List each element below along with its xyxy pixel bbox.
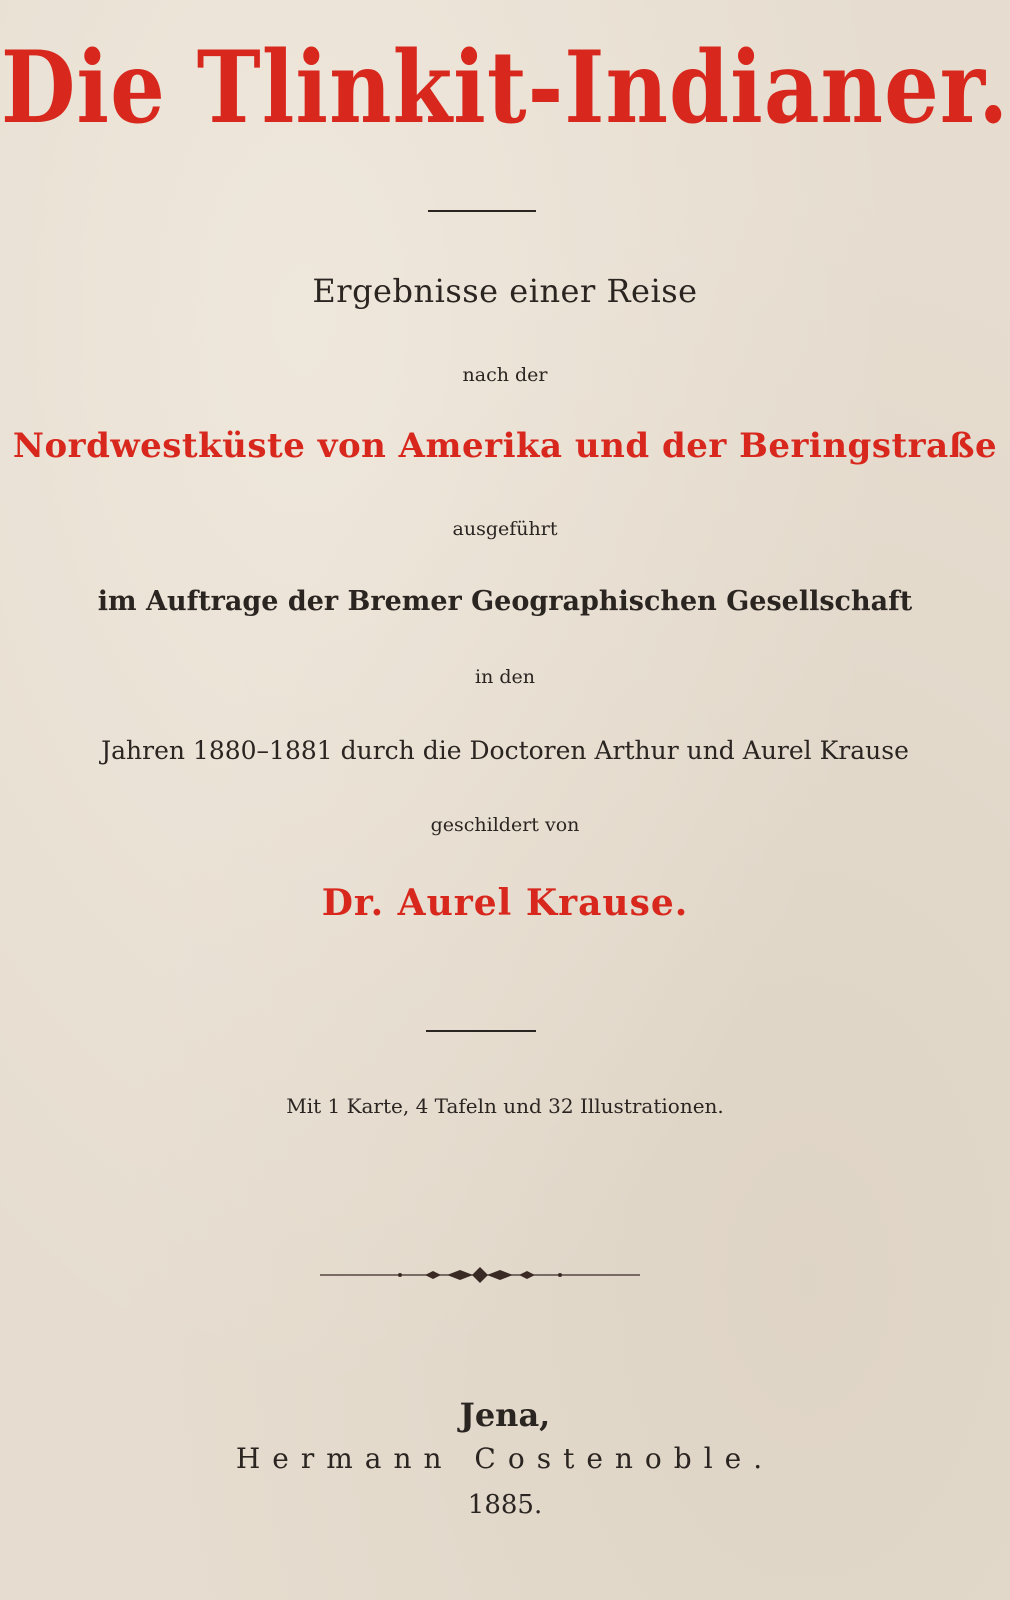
top-divider-rule: [428, 210, 536, 212]
connector-nach-der: nach der: [462, 364, 548, 386]
commission-line: im Auftrage der Bremer Geographischen Gesellschaft: [97, 586, 913, 617]
connector-geschildert-von: geschildert von: [430, 814, 580, 836]
imprint-city: Jena,: [459, 1396, 551, 1434]
connector-ausgefuehrt: ausgeführt: [452, 518, 558, 540]
years-line: Jahren 1880–1881 durch die Doctoren Arthur und Aurel Krause: [101, 736, 909, 765]
author-name: Dr. Aurel Krause.: [321, 882, 689, 924]
imprint-publisher: Hermann Costenoble.: [235, 1442, 775, 1475]
destination-line: Nordwestküste von Amerika und der Beringstraße: [12, 426, 998, 466]
book-title: Die Tlinkit-Indianer.: [0, 30, 1010, 147]
subtitle: Ergebnisse einer Reise: [312, 272, 698, 310]
connector-in-den: in den: [475, 666, 535, 688]
middle-divider-rule: [426, 1030, 536, 1032]
diamond-ornament-icon: [320, 1265, 640, 1285]
imprint-year: 1885.: [467, 1490, 543, 1520]
illustrations-note: Mit 1 Karte, 4 Tafeln und 32 Illustrationen.: [286, 1094, 724, 1118]
